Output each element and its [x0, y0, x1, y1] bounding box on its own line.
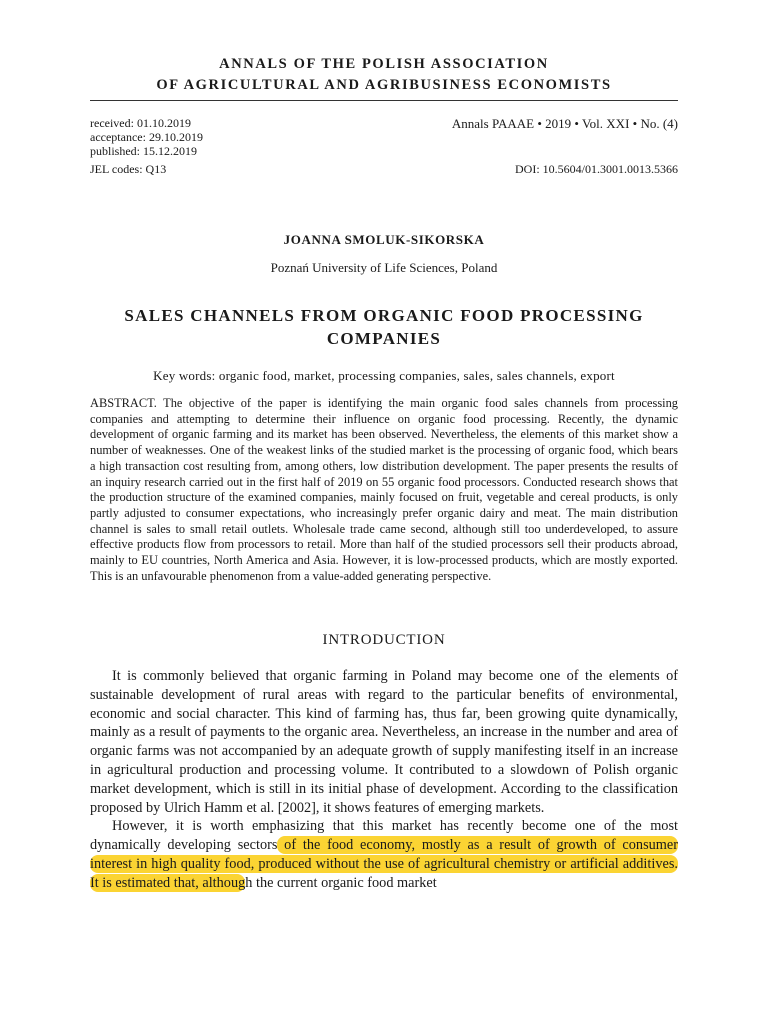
introduction-body — [90, 667, 678, 893]
paragraph-2-text: However, it is worth emphasizing that this market has recently become one of the most dynamically developing sectors — [90, 818, 678, 854]
author-affiliation: Poznań University of Life Sciences, Poland — [270, 260, 498, 275]
paper-title-line2: COMPANIES — [326, 329, 442, 348]
received-date: received: 01.10.2019 — [90, 116, 191, 130]
published-date: published: 15.12.2019 — [90, 144, 197, 158]
header-divider — [90, 100, 678, 101]
abstract: ABSTRACT. The objective of the paper is identifying the main organic food sales channels from processing companies and attempting to determine their influence on organic food processing. Recently, the dynamic development of organic farming and its market has been observed. Nevertheless, the elements of this market show a number of weaknesses. One of the weakest links of the studied market is the processing of organic food, which bears a high transaction cost resulting from, among others, low distribution development. The paper presents the results of an inquiry research carried out in the first half of 2019 on 55 organic food processors. Conducted research shows that the production structure of the examined companies, mainly focused on fruit, vegetable and cereal products, is only partly adjusted to consumer expectations, who increasingly prefer organic dairy and meat. The main distribution channel is sales to small retail outlets. Wholesale trade came second, although still too underdeveloped, to assure effective products flow from processors to retail. More than half of the studied processors sell their products abroad, mainly to EU countries, North America and Asia. However, it is low-processed products, which are mostly exported. This is an unfavourable phenomenon from a value-added generating perspective. — [90, 396, 678, 583]
paragraph-2 — [90, 817, 678, 892]
paragraph-1: It is commonly believed that organic farming in Poland may become one of the elements of sustainable development of rural areas with regard to the particular benefits of environmental, economic and social character. This kind of farming has, thus far, been growing quite dynamically, mainly as a result of payments to the organic area. Nevertheless, an increase in the number and area of organic farms was not accompanied by an adequate growth of supply manifesting itself in an increase in agricultural production and processing volume. It contributed to a slowdown of Polish organic market development, which is still in its initial phase of development. According to the classification proposed by Ulrich Hamm et al. [2002], it shows features of emerging markets. — [90, 668, 678, 816]
journal-name-line1: ANNALS OF THE POLISH ASSOCIATION — [219, 56, 549, 72]
highlighted-text: of the food economy, mostly as a result of growth of consumer interest in high quality food, produced without the use of agricultural chemistry or artificial additives. It is estimated that, althoug — [90, 837, 679, 891]
publication-dates — [90, 116, 203, 158]
paper-title-line1: SALES CHANNELS FROM ORGANIC FOOD PROCESSING — [124, 306, 644, 325]
journal-name-line2: OF AGRICULTURAL AND AGRIBUSINESS ECONOMISTS — [156, 77, 612, 93]
journal-citation: Annals PAAAE • 2019 • Vol. XXI • No. (4) — [451, 116, 678, 131]
keywords: Key words: organic food, market, processing companies, sales, sales channels, export — [153, 368, 615, 383]
author-name: JOANNA SMOLUK-SIKORSKA — [283, 232, 485, 247]
doi: DOI: 10.5604/01.3001.0013.5366 — [515, 162, 678, 176]
section-heading-introduction: INTRODUCTION — [322, 632, 446, 648]
jel-codes: JEL codes: Q13 — [90, 162, 167, 176]
acceptance-date: acceptance: 29.10.2019 — [90, 130, 203, 144]
paragraph-2-tail: h the current organic food market — [245, 874, 437, 891]
paper-title — [90, 304, 678, 350]
journal-name — [90, 54, 678, 96]
